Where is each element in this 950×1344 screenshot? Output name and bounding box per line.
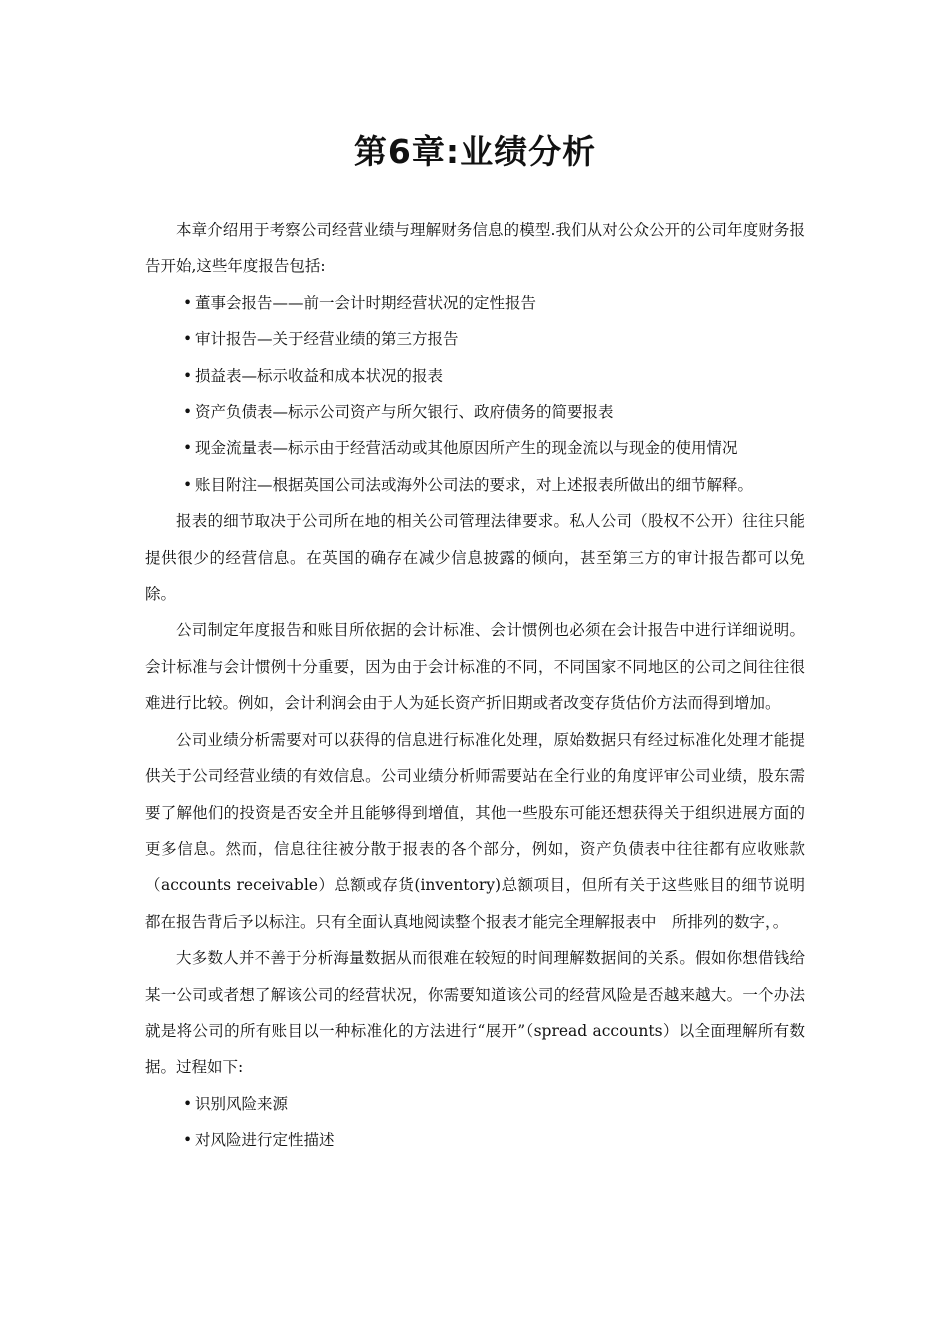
- list-item: • 识别风险来源: [183, 1086, 805, 1122]
- bullet-icon: •: [183, 439, 193, 458]
- body-paragraph: 报表的细节取决于公司所在地的相关公司管理法律要求。私人公司（股权不公开）往往只能提供很少的经营信息。在英国的确存在减少信息披露的倾向，甚至第三方的审计报告都可以免除。: [145, 512, 805, 604]
- body-paragraph: 公司制定年度报告和账目所依据的会计标准、会计惯例也必须在会计报告中进行详细说明。会计标准与会计惯例十分重要，因为由于会计标准的不同，不同国家不同地区的公司之间往往很难进行比较。例如，会计利润会由于人为延长资产折旧期或者改变存货估价方法而得到增加。: [145, 621, 805, 713]
- chapter-title: 第6章:业绩分析: [353, 132, 597, 171]
- bullet-icon: •: [183, 1131, 193, 1150]
- list-item: • 账目附注—根据英国公司法或海外公司法的要求，对上述报表所做出的细节解释。: [183, 467, 805, 503]
- bullet-icon: •: [183, 330, 193, 349]
- list-item: • 现金流量表—标示由于经营活动或其他原因所产生的现金流以与现金的使用情况: [183, 430, 805, 466]
- body-paragraph: 大多数人并不善于分析海量数据从而很难在较短的时间理解数据间的关系。假如你想借钱给某一公司或者想了解该公司的经营状况，你需要知道该公司的经营风险是否越来越大。一个办法就是将公司的所有账目以一种标准化的方法进行“展开”（spread accounts）以全面理解所有数据。过程如下:: [145, 949, 805, 1077]
- bullet-icon: •: [183, 293, 193, 312]
- process-steps-list: [145, 1086, 805, 1159]
- intro-paragraph: 本章介绍用于考察公司经营业绩与理解财务信息的模型.我们从对公众公开的公司年度财务报告开始,这些年度报告包括:: [145, 221, 805, 276]
- bullet-icon: •: [183, 366, 193, 385]
- list-item: • 损益表—标示收益和成本状况的报表: [183, 358, 805, 394]
- bullet-icon: •: [183, 403, 193, 422]
- list-item: • 董事会报告——前一会计时期经营状况的定性报告: [183, 285, 805, 321]
- list-item: • 资产负债表—标示公司资产与所欠银行、政府债务的简要报表: [183, 394, 805, 430]
- bullet-icon: •: [183, 475, 193, 494]
- list-item: • 对风险进行定性描述: [183, 1122, 805, 1158]
- chapter-body: [145, 212, 805, 1159]
- report-contents-list: [145, 285, 805, 503]
- bullet-icon: •: [183, 1094, 193, 1113]
- list-item: • 审计报告—关于经营业绩的第三方报告: [183, 321, 805, 357]
- body-paragraph: 公司业绩分析需要对可以获得的信息进行标准化处理，原始数据只有经过标准化处理才能提供关于公司经营业绩的有效信息。公司业绩分析师需要站在全行业的角度评审公司业绩，股东需要了解他们的投资是否安全并且能够得到增值，其他一些股东可能还想获得关于组织进展方面的更多信息。然而，信息往往被分散于报表的各个部分，例如，资产负债表中往往都有应收账款（accounts receivable）总额或存货(inventory)总额项目，但所有关于这些账目的细节说明都在报告背后予以标注。只有全面认真地阅读整个报表才能完全理解报表中 所排列的数字，。: [145, 730, 805, 931]
